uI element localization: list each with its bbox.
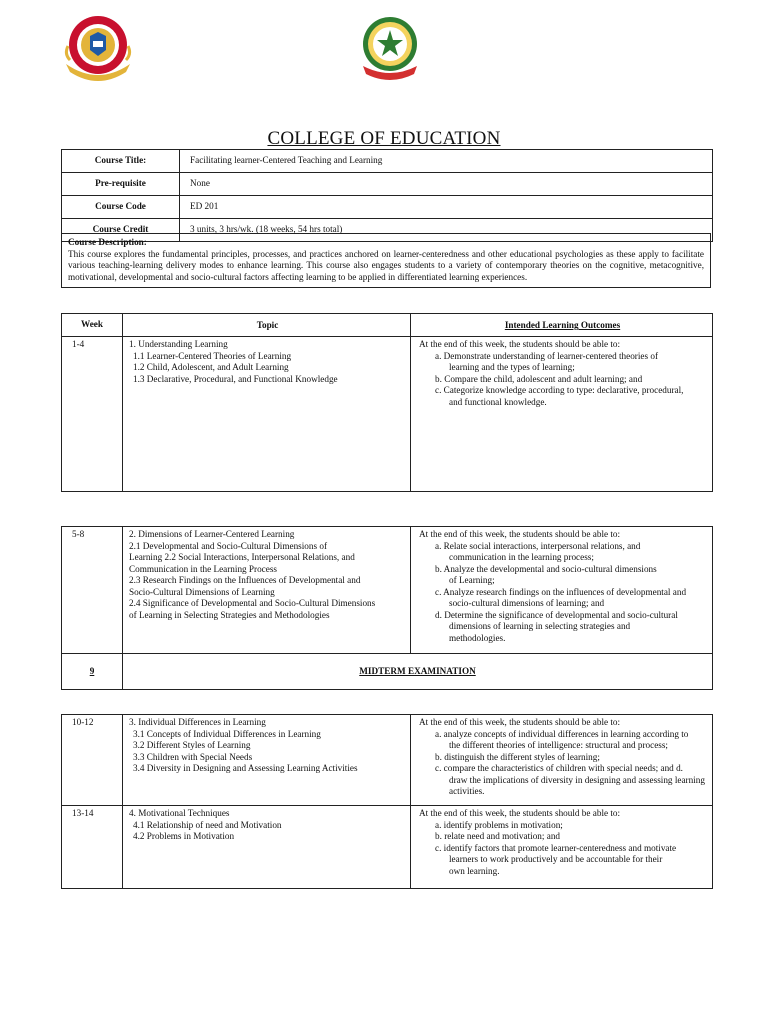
outcome-line: draw the implications of diversity in designing and assessing learning (449, 774, 705, 785)
topic-line: Communication in the Learning Process (129, 563, 277, 574)
outcome-line: learners to work productively and be accountable for their (449, 854, 663, 864)
schedule-table-weeks-5-9 (61, 526, 713, 690)
course-description-text: This course explores the fundamental principles, processes, and practices anchored on learner-centeredness and other educational psychologies as these apply to facilitate various teaching-learning delivery modes to enhance learning. This course also engages students to a variety of contemporary theories on the cognitive, metacognitive, motivational, developmental and socio-cultural factors affecting learning to be applied in differentiated learning experiences. (68, 248, 704, 282)
topic-line: 2.1 Developmental and Socio-Cultural Dimensions of (129, 540, 328, 551)
outcome-line: At the end of this week, the students should be able to: (419, 808, 621, 818)
outcome-line: learning and the types of learning; (449, 362, 575, 372)
college-seal-logo (355, 14, 425, 82)
outcome-line: d. Determine the significance of developmental and socio-cultural (435, 609, 678, 620)
topic-line: 3.3 Children with Special Needs (133, 751, 253, 762)
schedule-row (62, 806, 713, 889)
row-week: 1-4 (62, 337, 123, 492)
topic-line: 4.2 Problems in Motivation (133, 831, 235, 841)
outcome-line: the different theories of intelligence: structural and process; (449, 740, 668, 750)
header-outcomes: Intended Learning Outcomes (411, 314, 713, 337)
topic-line: Learning 2.2 Social Interactions, Interpersonal Relations, and (129, 552, 355, 562)
course-info-label: Course Credit (62, 219, 180, 242)
row-week: 13-14 (62, 806, 123, 889)
topic-line: 2.4 Significance of Developmental and Socio-Cultural Dimensions (129, 598, 376, 608)
row-outcomes (411, 806, 713, 889)
outcome-line: b. Analyze the developmental and socio-cultural dimensions (435, 563, 657, 574)
topic-line: 2. Dimensions of Learner-Centered Learning (129, 529, 295, 539)
course-info-value: ED 201 (180, 196, 713, 219)
topic-line: 1.1 Learner-Centered Theories of Learning (133, 350, 292, 361)
topic-line: 4.1 Relationship of need and Motivation (133, 819, 282, 830)
outcome-line: b. distinguish the different styles of learning; (435, 751, 600, 762)
outcome-line: a. identify problems in motivation; (435, 819, 563, 830)
page-title: COLLEGE OF EDUCATION (267, 128, 501, 149)
topic-line: of Learning in Selecting Strategies and Methodologies (129, 609, 330, 620)
outcome-line: At the end of this week, the students should be able to: (419, 339, 621, 349)
topic-line: 1.3 Declarative, Procedural, and Functional Knowledge (133, 373, 338, 384)
midterm-label: MIDTERM EXAMINATION (123, 654, 713, 690)
course-info-label: Course Code (62, 196, 180, 219)
outcome-line: b. relate need and motivation; and (435, 831, 561, 841)
course-info-value: 3 units, 3 hrs/wk. (18 weeks, 54 hrs total) (180, 219, 713, 242)
course-info-row (62, 173, 713, 196)
midterm-row (62, 654, 713, 690)
outcome-line: methodologies. (449, 632, 506, 643)
outcome-line: communication in the learning process; (449, 552, 594, 562)
outcome-line: At the end of this week, the students should be able to: (419, 529, 621, 539)
outcome-line: a. analyze concepts of individual differences in learning according to (435, 728, 689, 739)
outcome-line: activities. (449, 786, 485, 796)
row-week: 5-8 (62, 527, 123, 654)
schedule-table-weeks-10-14 (61, 714, 713, 889)
course-description (61, 233, 711, 288)
schedule-table-weeks-1-4 (61, 313, 713, 492)
topic-line: 1.2 Child, Adolescent, and Adult Learning (133, 362, 289, 372)
outcome-line: At the end of this week, the students should be able to: (419, 717, 621, 727)
topic-line: 3.1 Concepts of Individual Differences in Learning (133, 728, 321, 739)
row-topic (123, 527, 411, 654)
outcome-line: and functional knowledge. (449, 396, 547, 407)
header-topic: Topic (123, 314, 411, 337)
topic-line: Socio-Cultural Dimensions of Learning (129, 586, 275, 597)
topic-line: 2.3 Research Findings on the Influences of Developmental and (129, 575, 361, 585)
row-topic (123, 337, 411, 492)
header-week: Week (62, 314, 123, 337)
outcome-line: c. Categorize knowledge according to type: declarative, procedural, (435, 385, 684, 395)
outcome-line: own learning. (449, 865, 500, 876)
outcome-line: dimensions of learning in selecting strategies and (449, 621, 631, 631)
topic-line: 3. Individual Differences in Learning (129, 717, 266, 727)
row-outcomes (411, 337, 713, 492)
outcome-line: c. Analyze research findings on the influences of developmental and (435, 586, 687, 597)
topic-line: 3.4 Diversity in Designing and Assessing Learning Activities (133, 763, 358, 773)
midterm-week: 9 (62, 654, 123, 690)
schedule-row (62, 337, 713, 492)
course-info-table (61, 149, 713, 242)
outcome-line: c. compare the characteristics of children with special needs; and d. (435, 763, 683, 773)
course-info-value: None (180, 173, 713, 196)
outcome-line: b. Compare the child, adolescent and adult learning; and (435, 373, 643, 384)
schedule-row (62, 527, 713, 654)
course-info-label: Pre-requisite (62, 173, 180, 196)
row-outcomes (411, 527, 713, 654)
outcome-line: c. identify factors that promote learner-centeredness and motivate (435, 842, 677, 853)
topic-line: 4. Motivational Techniques (129, 808, 230, 818)
outcome-line: of Learning; (449, 575, 495, 585)
topic-line: 3.2 Different Styles of Learning (133, 740, 251, 750)
row-week: 10-12 (62, 715, 123, 806)
outcome-line: socio-cultural dimensions of learning; and (449, 598, 605, 608)
course-info-label: Course Title: (62, 150, 180, 173)
outcome-line: a. Demonstrate understanding of learner-centered theories of (435, 350, 659, 361)
university-seal-logo (60, 14, 136, 82)
course-description-label: Course Description: (68, 237, 147, 247)
course-info-value: Facilitating learner-Centered Teaching and Learning (180, 150, 713, 173)
outcome-line: a. Relate social interactions, interpersonal relations, and (435, 540, 641, 551)
schedule-row (62, 715, 713, 806)
course-info-row (62, 196, 713, 219)
row-outcomes (411, 715, 713, 806)
topic-line: 1. Understanding Learning (129, 339, 228, 349)
row-topic (123, 715, 411, 806)
course-info-row (62, 150, 713, 173)
row-topic (123, 806, 411, 889)
